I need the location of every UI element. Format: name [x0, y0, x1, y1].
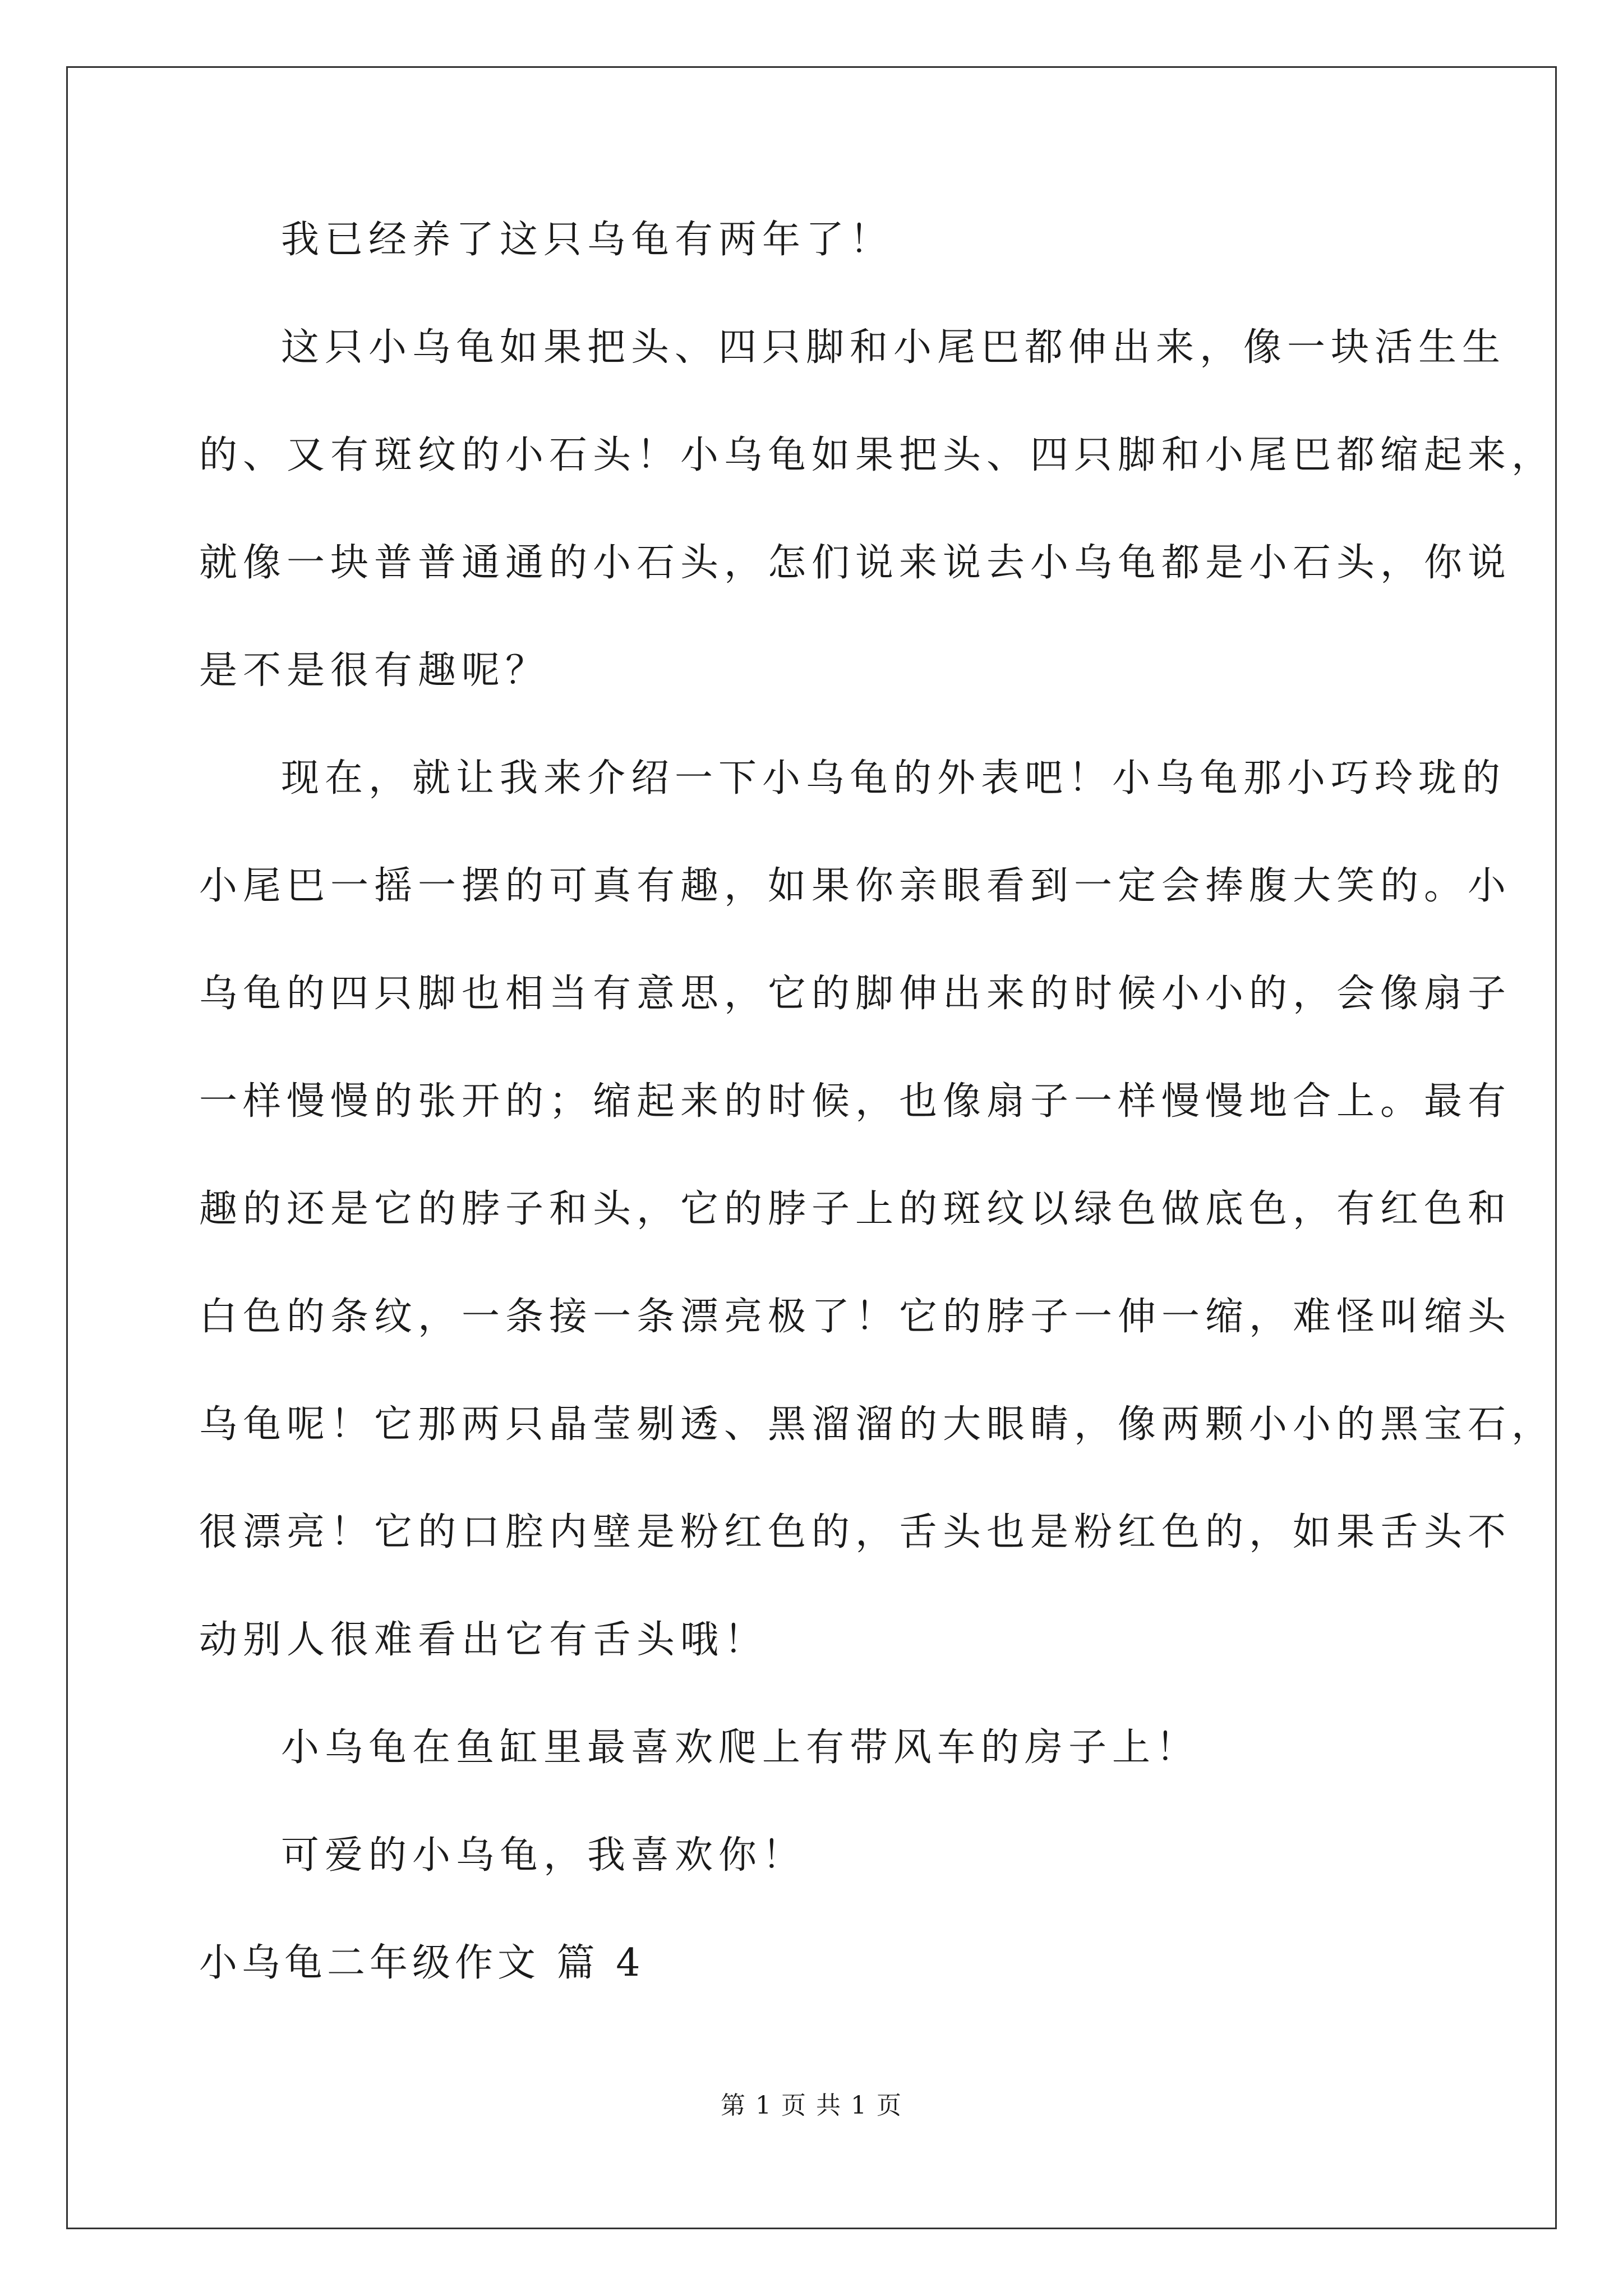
- paragraph-line: 小乌龟在鱼缸里最喜欢爬上有带风车的房子上！: [281, 1726, 1200, 1770]
- paragraph-line: 可爱的小乌龟，我喜欢你！: [281, 1833, 806, 1878]
- paragraph-line: 就像一块普普通通的小石头，怎们说来说去小乌龟都是小石头，你说: [199, 541, 1512, 585]
- paragraph-line: 动别人很难看出它有舌头哦！: [199, 1618, 768, 1662]
- paragraph-line: 我已经养了这只乌龟有两年了！: [281, 218, 894, 262]
- paragraph-line: 小尾巴一摇一摆的可真有趣，如果你亲眼看到一定会捧腹大笑的。小: [199, 864, 1512, 908]
- paragraph-line: 这只小乌龟如果把头、四只脚和小尾巴都伸出来，像一块活生生: [281, 325, 1506, 370]
- page-border: [66, 66, 1557, 2229]
- page-footer: 第 1 页 共 1 页: [721, 2091, 902, 2120]
- section-heading: 小乌龟二年级作文 篇 4: [199, 1941, 645, 1985]
- paragraph-line: 乌龟呢！它那两只晶莹剔透、黑溜溜的大眼睛，像两颗小小的黑宝石，: [199, 1402, 1556, 1447]
- paragraph-line: 白色的条纹，一条接一条漂亮极了！它的脖子一伸一缩，难怪叫缩头: [199, 1295, 1512, 1339]
- paragraph-line: 的、又有斑纹的小石头！小乌龟如果把头、四只脚和小尾巴都缩起来，: [199, 433, 1556, 477]
- paragraph-line: 乌龟的四只脚也相当有意思，它的脚伸出来的时候小小的，会像扇子: [199, 972, 1512, 1016]
- paragraph-line: 是不是很有趣呢？: [199, 648, 550, 693]
- paragraph-line: 趣的还是它的脖子和头，它的脖子上的斑纹以绿色做底色，有红色和: [199, 1187, 1512, 1231]
- paragraph-line: 一样慢慢的张开的；缩起来的时候，也像扇子一样慢慢地合上。最有: [199, 1079, 1512, 1124]
- paragraph-line: 现在，就让我来介绍一下小乌龟的外表吧！小乌龟那小巧玲珑的: [281, 756, 1506, 800]
- paragraph-line: 很漂亮！它的口腔内壁是粉红色的，舌头也是粉红色的，如果舌头不: [199, 1510, 1512, 1554]
